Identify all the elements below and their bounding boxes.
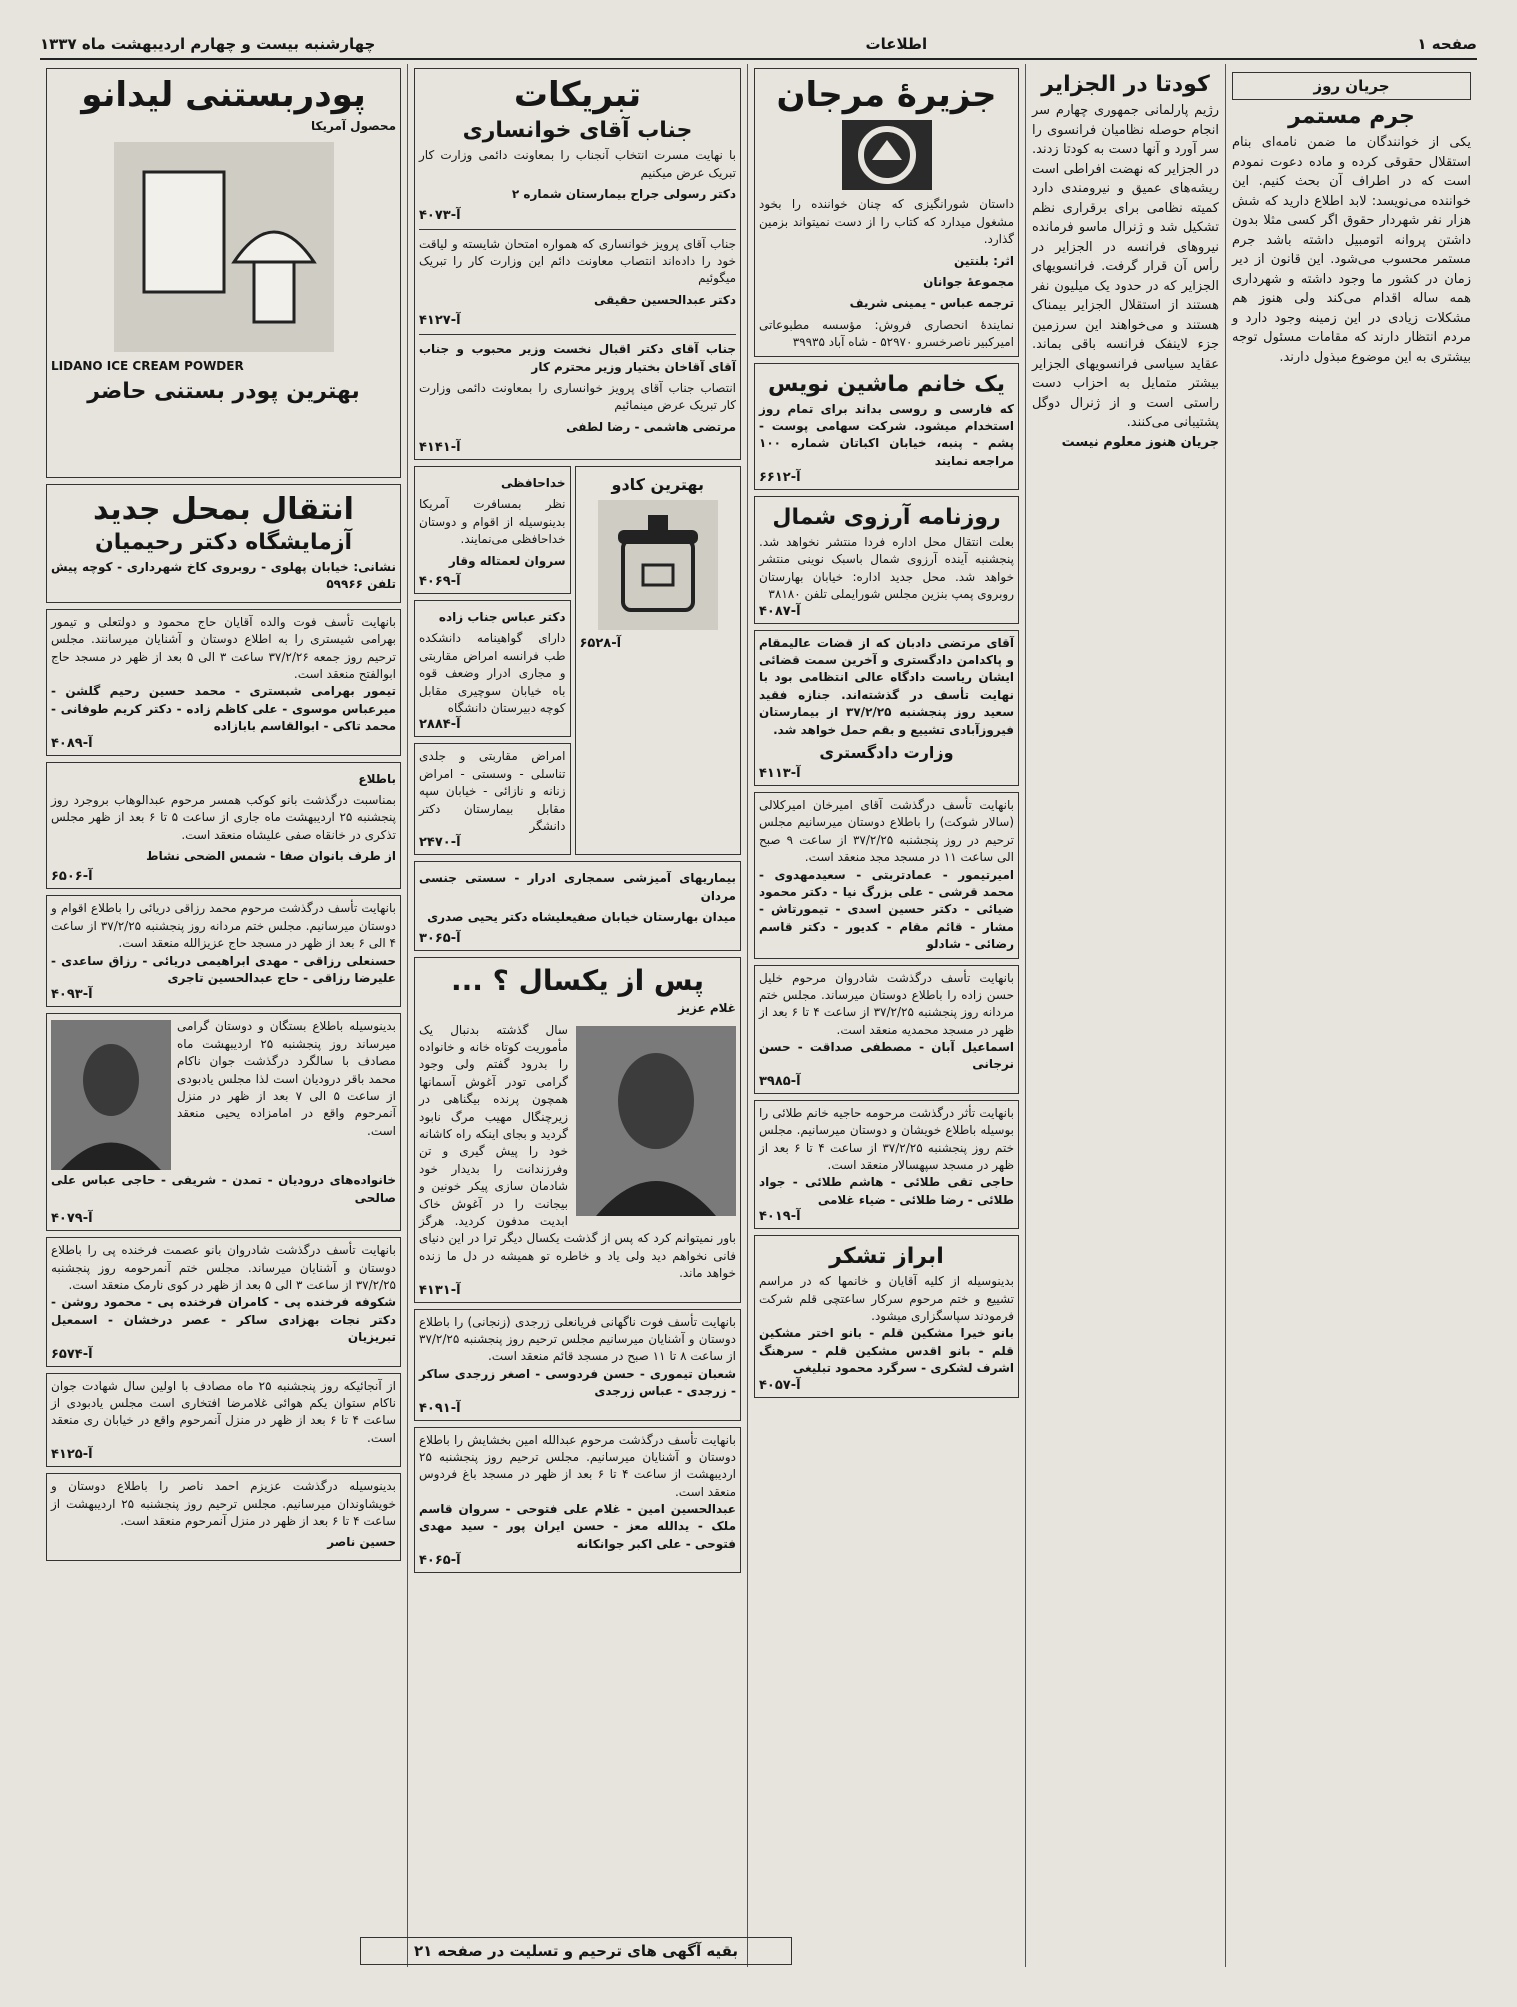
congrats-title: تبریکات [513, 75, 642, 115]
obituary [46, 762, 401, 890]
notice-body: بعلت انتقال محل اداره فردا منتشر نخواهد شد. پنجشنبه آینده آرزوی شمال باسبک نوینی منتشر خواهد شد. محل جدید اداره: خیابان بهارستان روبروی پمپ بنزین مجلس شورایملی تلفن ۳۸۱۸۰ [759, 535, 1014, 602]
ad-code: آ-۴۰۹۳ [51, 987, 93, 1003]
obituary-body: بانهایت تأسف درگذشت آقای امیرخان امیرکلالی (سالار شوکت) را باطلاع دوستان میرسانیم مجلس ترحیم در روز پنجشنبه ۳۷/۲/۲۵ از ساعت ۹ صبح الی ساعت ۱۱ در مسجد مجد منعقد است. [759, 797, 1014, 865]
obituary-body: بانهایت تأسف فوت ناگهانی فریانعلی زرجدی (زنجانی) را باطلاع دوستان و آشنایان میرسانیم مجلس ترحیم روز پنجشنبه ۳۷/۲/۲۵ از ساعت ۸ تا ۱۱ صبح در مسجد قائم منعقد است. [419, 1314, 736, 1364]
obituary-families: حاجی تقی طلائی - هاشم طلائی - جواد طلائی - رضا طلائی - ضیاء غلامی [759, 1175, 1014, 1207]
thanks-notice [754, 1235, 1019, 1397]
notice-sign: وزارت دادگستری [819, 742, 954, 762]
book-translator: ترجمه عباس - یمینی شریف [849, 296, 1014, 311]
ad-code: آ-۴۱۳۱ [419, 1282, 461, 1298]
obituary [46, 1373, 401, 1468]
obituary-body: بانهایت تأسف درگذشت مرحوم عبدالله امین بخشایش را باطلاع دوستان و آشنایان میرسانیم. مجلس ترحیم روز پنجشنبه ۲۵ اردیبهشت از ساعت ۴ تا ۶ بعد از ظهر در مسجد باغ فردوس منعقد است. [419, 1432, 736, 1499]
continued-notice: بقیه آگهی های ترحیم و تسلیت در صفحه ۲۱ [360, 1937, 792, 1965]
ad-code: آ-۴۰۷۳ [419, 207, 461, 223]
book-publisher: نمایندهٔ انحصاری فروش: مؤسسه مطبوعاتی امیرکبیر ناصرخسرو ۵۲۹۷۰ - شاه آباد ۳۹۹۳۵ [759, 317, 1014, 350]
pot-head: بهترین کادو [611, 475, 704, 495]
obituary-families: امیرتیمور - عمادتربتی - سعیدمهدوی - محمد قرشی - علی بزرگ نیا - دکتر محمود ضیائی - دکتر حسین اسدی - تیمورتاش - مشار - قائم مقام - کدیور - دکتر قاسم رضائی - شادلو [759, 867, 1014, 952]
article-title: جرم مستمر [1288, 104, 1415, 129]
ad-code: آ-۴۱۲۷ [419, 313, 461, 329]
notice-families: بانو خیرا مشکین قلم - بانو اختر مشکین قلم - بانو اقدس مشکین قلم - سرهنگ اشرف لشکری - سرگرد محمود تبلیغی [759, 1326, 1014, 1376]
column-current-events [1225, 64, 1477, 1967]
issue-date: چهارشنبه بیست و چهارم اردیبهشت ماه ۱۳۳۷ [40, 35, 376, 53]
newspaper-notice [754, 496, 1019, 624]
book-series: مجموعهٔ جوانان [923, 274, 1014, 289]
obituary-body: بانهایت تأسف درگذشت مرحوم محمد رزاقی دریائی را باطلاع اقوام و دوستان میرسانیم. مجلس ختم مردانه روز پنجشنبه ۳۷/۲/۲۵ از ساعت ۴ الی ۶ بعد از ظهر در مسجد حاج عزیزالله منعقد است. [51, 901, 396, 951]
obituary-body: بانهایت تأسف فوت والده آقایان حاج محمود و دولتعلی و تیمور بهرامی شیستری را به اطلاع دوستان و آشنایان میرسانند. مجلس ترحیم روز جمعه ۳۷/۲/۲۶ ساعت ۳ الی ۵ بعد از ظهر در مسجد حاج ابوالفتح منعقد است. [51, 614, 396, 681]
notice-body: آقای مرتضی دادبان که از قضات عالیمقام و پاکدامن دادگستری و آخرین سمت قضائی ایشان ریاست دادگاه عالی انتظامی بود با نهایت تأسف در گذشته‌اند. جنازه فقید سعید روز پنجشنبه ۳۷/۲/۲۵ از بیمارستان فیروزآبادی تشییع و بقم حمل خواهد شد. [759, 635, 1014, 737]
column-left-ads [40, 64, 407, 1967]
job-ad [754, 363, 1019, 491]
obituary-body: بمناسبت درگذشت بانو کوکب همسر مرحوم عبدالوهاب بروجرد روز پنجشنبه ۲۵ اردیبهشت ماه جاری از ساعت ۵ تا ۶ بعد از ظهر مجلس تذکری در خانقاه صفی علیشاه منعقد است. [51, 792, 396, 842]
lab-move-ad [46, 484, 401, 603]
ad-code: آ-۴۰۱۹ [759, 1209, 801, 1225]
obituary [46, 1237, 401, 1366]
ad-code: آ-۲۸۸۴ [419, 717, 461, 733]
hospital-body: میدان بهارستان خیابان صفیعلیشاه دکتر یحیی صدری [427, 910, 736, 925]
move-title: انتقال بمحل جدید [93, 492, 354, 527]
article-title: کودتا در الجزایر [1041, 72, 1210, 97]
obituary-families: شکوفه فرخنده پی - کامران فرخنده پی - محمود روشن - دکتر نجات بهزادی ساکر - عصر درخشان - اسمعیل تبریزیان [51, 1295, 396, 1345]
obituary [46, 1473, 401, 1561]
memorial-essay [414, 957, 741, 1303]
ice-cream-box-icon [114, 142, 334, 352]
notice-title: روزنامه آرزوی شمال [772, 505, 1001, 531]
farewell-notice [414, 466, 571, 594]
obituary-body: از آنجائیکه روز پنجشنبه ۲۵ ماه مصادف با اولین سال شهادت جوان ناکام ستوان یکم هوائی غلامرضا افتخاری است مجلس یادبودی از ساعت ۴ تا ۶ بعد از ظهر در منزل آنمرحوم واقع در خیابان ری منعقد است. [51, 1378, 397, 1445]
obituary [46, 609, 401, 756]
memorial-photo-notice [46, 1013, 401, 1231]
congrats-body: انتصاب جناب آقای پرویز خوانساری را بمعاونت دائمی وزارت کار تبریک عرض مینمائیم [419, 380, 736, 413]
notice-body: بدینوسیله باطلاع بستگان و دوستان گرامی میرساند روز پنجشنبه ۲۵ اردیبهشت ماه مصادف با سالگرد درگذشت جوان ناکام محمد باقر درودیان است لذا مجلس یادبودی از ساعت ۵ الی ۷ بعد از ظهر در منزل آنمرحوم واقع در امامزاده یحیی منعقد است. [177, 1019, 397, 1138]
job-body: که فارسی و روسی بداند برای تمام روز استخدام میشود. شرکت سهامی پوست - پشم - پنبه، خیابان اکباتان شماره ۱۰۰ مراجعه نمایند [759, 401, 1014, 468]
doctor-ad [414, 743, 571, 855]
book-logo-icon [842, 120, 932, 190]
obituary [46, 895, 401, 1007]
obituary-families: اسماعیل آبان - مصطفی صداقت - حسن نرجانی [759, 1040, 1014, 1072]
obituary [754, 1100, 1019, 1229]
ad-code: آ-۴۰۶۵ [419, 1553, 461, 1569]
ad-code: آ-۴۱۴۱ [419, 440, 461, 456]
obituary [754, 792, 1019, 959]
ad-code: آ-۴۰۷۹ [51, 1211, 93, 1227]
obituary [754, 965, 1019, 1094]
book-description: داستان شورانگیزی که چنان خواننده را بخود مشغول میدارد که کتاب را از دست نمیتواند بزمین گذارد. [759, 197, 1014, 247]
congrats-body: با نهایت مسرت انتخاب آنجناب را بمعاونت دائمی وزارت کار تبریک عرض میکنیم [419, 148, 736, 180]
ad-code: آ-۴۰۹۱ [419, 1400, 461, 1416]
column-algeria [1025, 64, 1225, 1967]
article-body: یکی از خوانندگان ما ضمن نامه‌ای بنام استقلال حقوقی کرده و ماده دعوت نمودم است که در اطراف آن بحث کنیم. این خواننده می‌نویسد: لابد اطلاع دارید که شش هزار نفر شهردار حقوق اگر کسی مثلا بدون داشتن پروانه اتومبیل داشته باشد جرم مستمر محسوب می‌شود. این قانون از دیر زمان در کشور ما وجود داشته و شهرداری همه ساله اقدام می‌کند ولی هنوز هم مشکلات زیادی در این زمینه وجود دارد و مردم انتظار دارند که مقامات مسئول توجه بیشتری به این موضوع مبذول دارند. [1232, 135, 1471, 365]
ad-slogan: بهترین پودر بستنی حاضر [87, 379, 360, 405]
notice-body: بدینوسیله از کلیه آقایان و خانمها که در مراسم تشییع و ختم مرحوم سرکار ساعتچی قلم شرکت فرمودند سپاسگزاری میشود. [759, 1274, 1014, 1323]
portrait-photo [51, 1020, 171, 1170]
lidano-ad [46, 68, 401, 478]
ad-sub: محصول آمریکا [310, 119, 396, 134]
doctor-body: دارای گواهینامه دانشکده طب فرانسه امراض مقاربتی و مجاری ادرار وضعف قوه باه خیابان سوچیری مقابل کوچه دبیرستان دانشگاه [419, 631, 566, 715]
column-congrats [407, 64, 747, 1967]
obituary [414, 1309, 741, 1421]
notice-title: ابراز تشکر [829, 1244, 944, 1270]
ad-code: آ-۶۵۷۴ [51, 1346, 93, 1362]
ad-code: آ-۴۰۸۷ [759, 603, 801, 619]
small-ads-row [414, 466, 741, 861]
congrats-sign: مرتضی هاشمی - رضا لطفی [566, 419, 736, 434]
congrats-body: جناب آقای پرویز خوانساری که همواره امتحان شایسته و لیاقت خود را داده‌اند انتصاب معاونت دائم این وزارت کار را تبریک میگوئیم [419, 236, 736, 286]
obituary-families: شعبان تیموری - حسن فردوسی - اصغر زرجدی ساکر - زرجدی - عباس زرجدی [419, 1366, 736, 1399]
obituary-body: بانهایت تأسف درگذشت شادروان بانو عصمت فرخنده پی را باطلاع دوستان و آشنایان میرساند. مجلس ختم آنمرحومه روز پنجشنبه ۳۷/۲/۲۵ از ساعت ۳ الی ۵ بعد از ظهر در کوی نارمک منعقد است. [51, 1243, 396, 1292]
ad-code: آ-۴۱۱۳ [759, 765, 801, 781]
pot-ad [575, 466, 742, 855]
ad-code: آ-۶۵۲۸ [579, 636, 622, 652]
hospital-ad [414, 861, 741, 950]
ad-code: آ-۶۵۰۶ [51, 869, 93, 885]
doctor-body: امراض مقاربتی و جلدی تناسلی - وسستی - امراض زنانه و نازائی - خیابان سپه مقابل بیمارستان دکتر دانشگر [419, 749, 566, 833]
ad-code: آ-۶۶۱۲ [759, 470, 801, 486]
court-notice [754, 630, 1019, 786]
ad-code: آ-۴۰۸۹ [51, 735, 93, 751]
portrait-photo [576, 1026, 736, 1216]
column-ads-center [747, 64, 1025, 1967]
paper-name: اطلاعات [865, 35, 928, 53]
ad-code: آ-۴۰۶۹ [419, 574, 461, 590]
article-body: رژیم پارلمانی جمهوری چهارم سر انجام حوصله نظامیان فرانسوی را سر آورد و آنها دست به کودتا زدند. در الجزایر که نهضت افراطی است ریشه‌های عمیق و نیرومندی دارد کمیته نظامی برای برقراری نظم تشکیل شد و ژنرال ماسو فرمانده نیروهای فرانسه در الجزایر در رأس آن قرار گرفت. فرانسویهای الجزایر که در حدود یک میلیون نفر هستند از استقلال الجزایر بیمناک هستند و می‌خواهند این سرزمین جزء لاینفک فرانسه باقی بماند. عقاید سیاسی فرانسویهای الجزایر بیشتر متمایل به احزاب دست راستی است و از ژنرال دوگل پشتیبانی می‌کنند. [1032, 103, 1219, 430]
pressure-cooker-icon [598, 500, 718, 630]
congrats-ad [414, 68, 741, 460]
page-number: صفحه ۱ [1417, 35, 1477, 53]
book-author: اثر: بلنتین [954, 253, 1014, 268]
obituary-families: عبدالحسین امین - غلام علی فتوحی - سروان قاسم ملک - یدالله معز - حسن ایران پور - سید مهدی فتوحی - علی اکبر جوانکانه [419, 1502, 736, 1551]
ad-code: آ-۴۰۵۷ [759, 1377, 801, 1393]
ad-code: آ-۲۴۷۰ [419, 835, 461, 851]
ad-code: آ-۳۹۸۵ [759, 1073, 801, 1089]
doctor-ads [414, 466, 571, 861]
ad-code: آ-۴۱۲۵ [51, 1447, 93, 1463]
ad-code: آ-۳۰۶۵ [419, 930, 461, 946]
congrats-sign: دکتر رسولی جراح بیمارستان شماره ۲ [511, 187, 736, 202]
obituary-body: بدینوسیله درگذشت عزیزم احمد ناصر را باطلاع دوستان و خویشاوندان میرسانیم. مجلس ترحیم روز پنجشنبه ۲۵ اردیبهشت از ساعت ۴ تا ۶ بعد از ظهر در منزل آنمرحوم منعقد است. [51, 1479, 396, 1528]
obituary-sign: از طرف بانوان صفا - شمس الضحی نشاط [146, 849, 396, 864]
congrats-head: جناب آقای خوانساری [462, 118, 693, 144]
book-ad [754, 68, 1019, 357]
obituary-sign: حسین ناصر [327, 1535, 396, 1550]
book-title: جزیرهٔ مرجان [776, 75, 997, 115]
ad-label: LIDANO ICE CREAM POWDER [51, 358, 244, 373]
essay-body: سال گذشته بدنبال یک مأموریت کوتاه خانه و خانواده را بدرود گفتم ولی وجود گرامی تودر آغوش آسمانها همچون پرنده بیگناهی در زیرچنگال مهیب مرگ نابود گردید و بجای اینکه راه کاشانه خود را پیش گیری و تن وفرزندانت را بدیدار خود شادمان سازی پیکر خونین و بیجانت را در آغوش خاک ابدیت مدفون کردید. هرگز باور نمیتوانم کرد که پس از گذشت یکسال دیگر ترا در این دنیای فانی نخواهم دید ولی یاد و خاطره تو همیشه در دل ما زنده خواهد ماند. [419, 1022, 736, 1281]
essay-title: پس از یکسال ؟ ... [450, 963, 705, 997]
masthead [40, 30, 1477, 60]
doctor-ad [414, 600, 571, 737]
congrats-head: جناب آقای دکتر اقبال نخست وزیر محبوب و جناب آقای آقاخان بختیار وزیر محترم کار [419, 342, 736, 374]
notice-sign: خانواده‌های درودیان - تمدن - شریفی - حاجی عباس علی صالحی [51, 1173, 396, 1205]
notice-sign: سروان لعمتاله وقار [448, 553, 566, 568]
obituary-body: بانهایت تأثر درگذشت مرحومه حاجیه خانم طلائی را بوسیله باطلاع خویشان و دوستان میرسانیم. مجلس ختم روز پنجشنبه ۳۷/۲/۲۵ از ساعت ۴ تا ۶ بعد از ظهر در مسجد سپهسالار منعقد است. [759, 1105, 1015, 1173]
obituary-families: حسنعلی رزاقی - مهدی ابراهیمی دریائی - رزاق ساعدی - علیرضا رزاقی - حاج عبدالحسین تاجری [51, 953, 396, 986]
obituary-head: باطلاع [358, 771, 396, 786]
notice-head: خداحافظی [500, 476, 566, 491]
doctor-name: دکتر عباس جناب زاده [438, 610, 566, 625]
job-title: یک خانم ماشین نویس [767, 371, 1006, 397]
obituary-families: تیمور بهرامی شبستری - محمد حسین رحیم گلشن - میرعباس موسوی - علی کاظم زاده - دکتر کریم طوفانی - محمد تاکی - ابوالقاسم بابازاده [51, 684, 396, 734]
hospital-head: بیماریهای آمیزشی سمجاری ادرار - سستی جنسی مردان [419, 871, 736, 903]
obituary [414, 1427, 741, 1574]
ad-brand: پودربستنی لیدانو [81, 75, 366, 115]
notice-body: نظر بمسافرت آمریکا بدینوسیله از اقوام و دوستان خداحافظی می‌نمایند. [419, 497, 566, 547]
obituary-body: بانهایت تأسف درگذشت شادروان مرحوم خلیل حسن زاده را باطلاع دوستان میرساند. مجلس ختم مردانه روز پنجشنبه ۳۷/۲/۲۵ از ساعت ۴ تا ۶ بعد از ظهر در مسجد محمدیه منعقد است. [759, 970, 1015, 1037]
move-name: آزمایشگاه دکتر رحیمیان [94, 530, 353, 555]
article-footer: جریان هنوز معلوم نیست [1061, 434, 1219, 450]
move-address: نشانی: خیابان پهلوی - روبروی کاخ شهرداری - کوچه پیش تلفن ۵۹۹۶۶ [51, 560, 396, 592]
congrats-sign: دکتر عبدالحسین حقیقی [593, 292, 736, 307]
section-box: جریان روز [1232, 72, 1471, 100]
essay-author: غلام عزیز [678, 1001, 736, 1016]
